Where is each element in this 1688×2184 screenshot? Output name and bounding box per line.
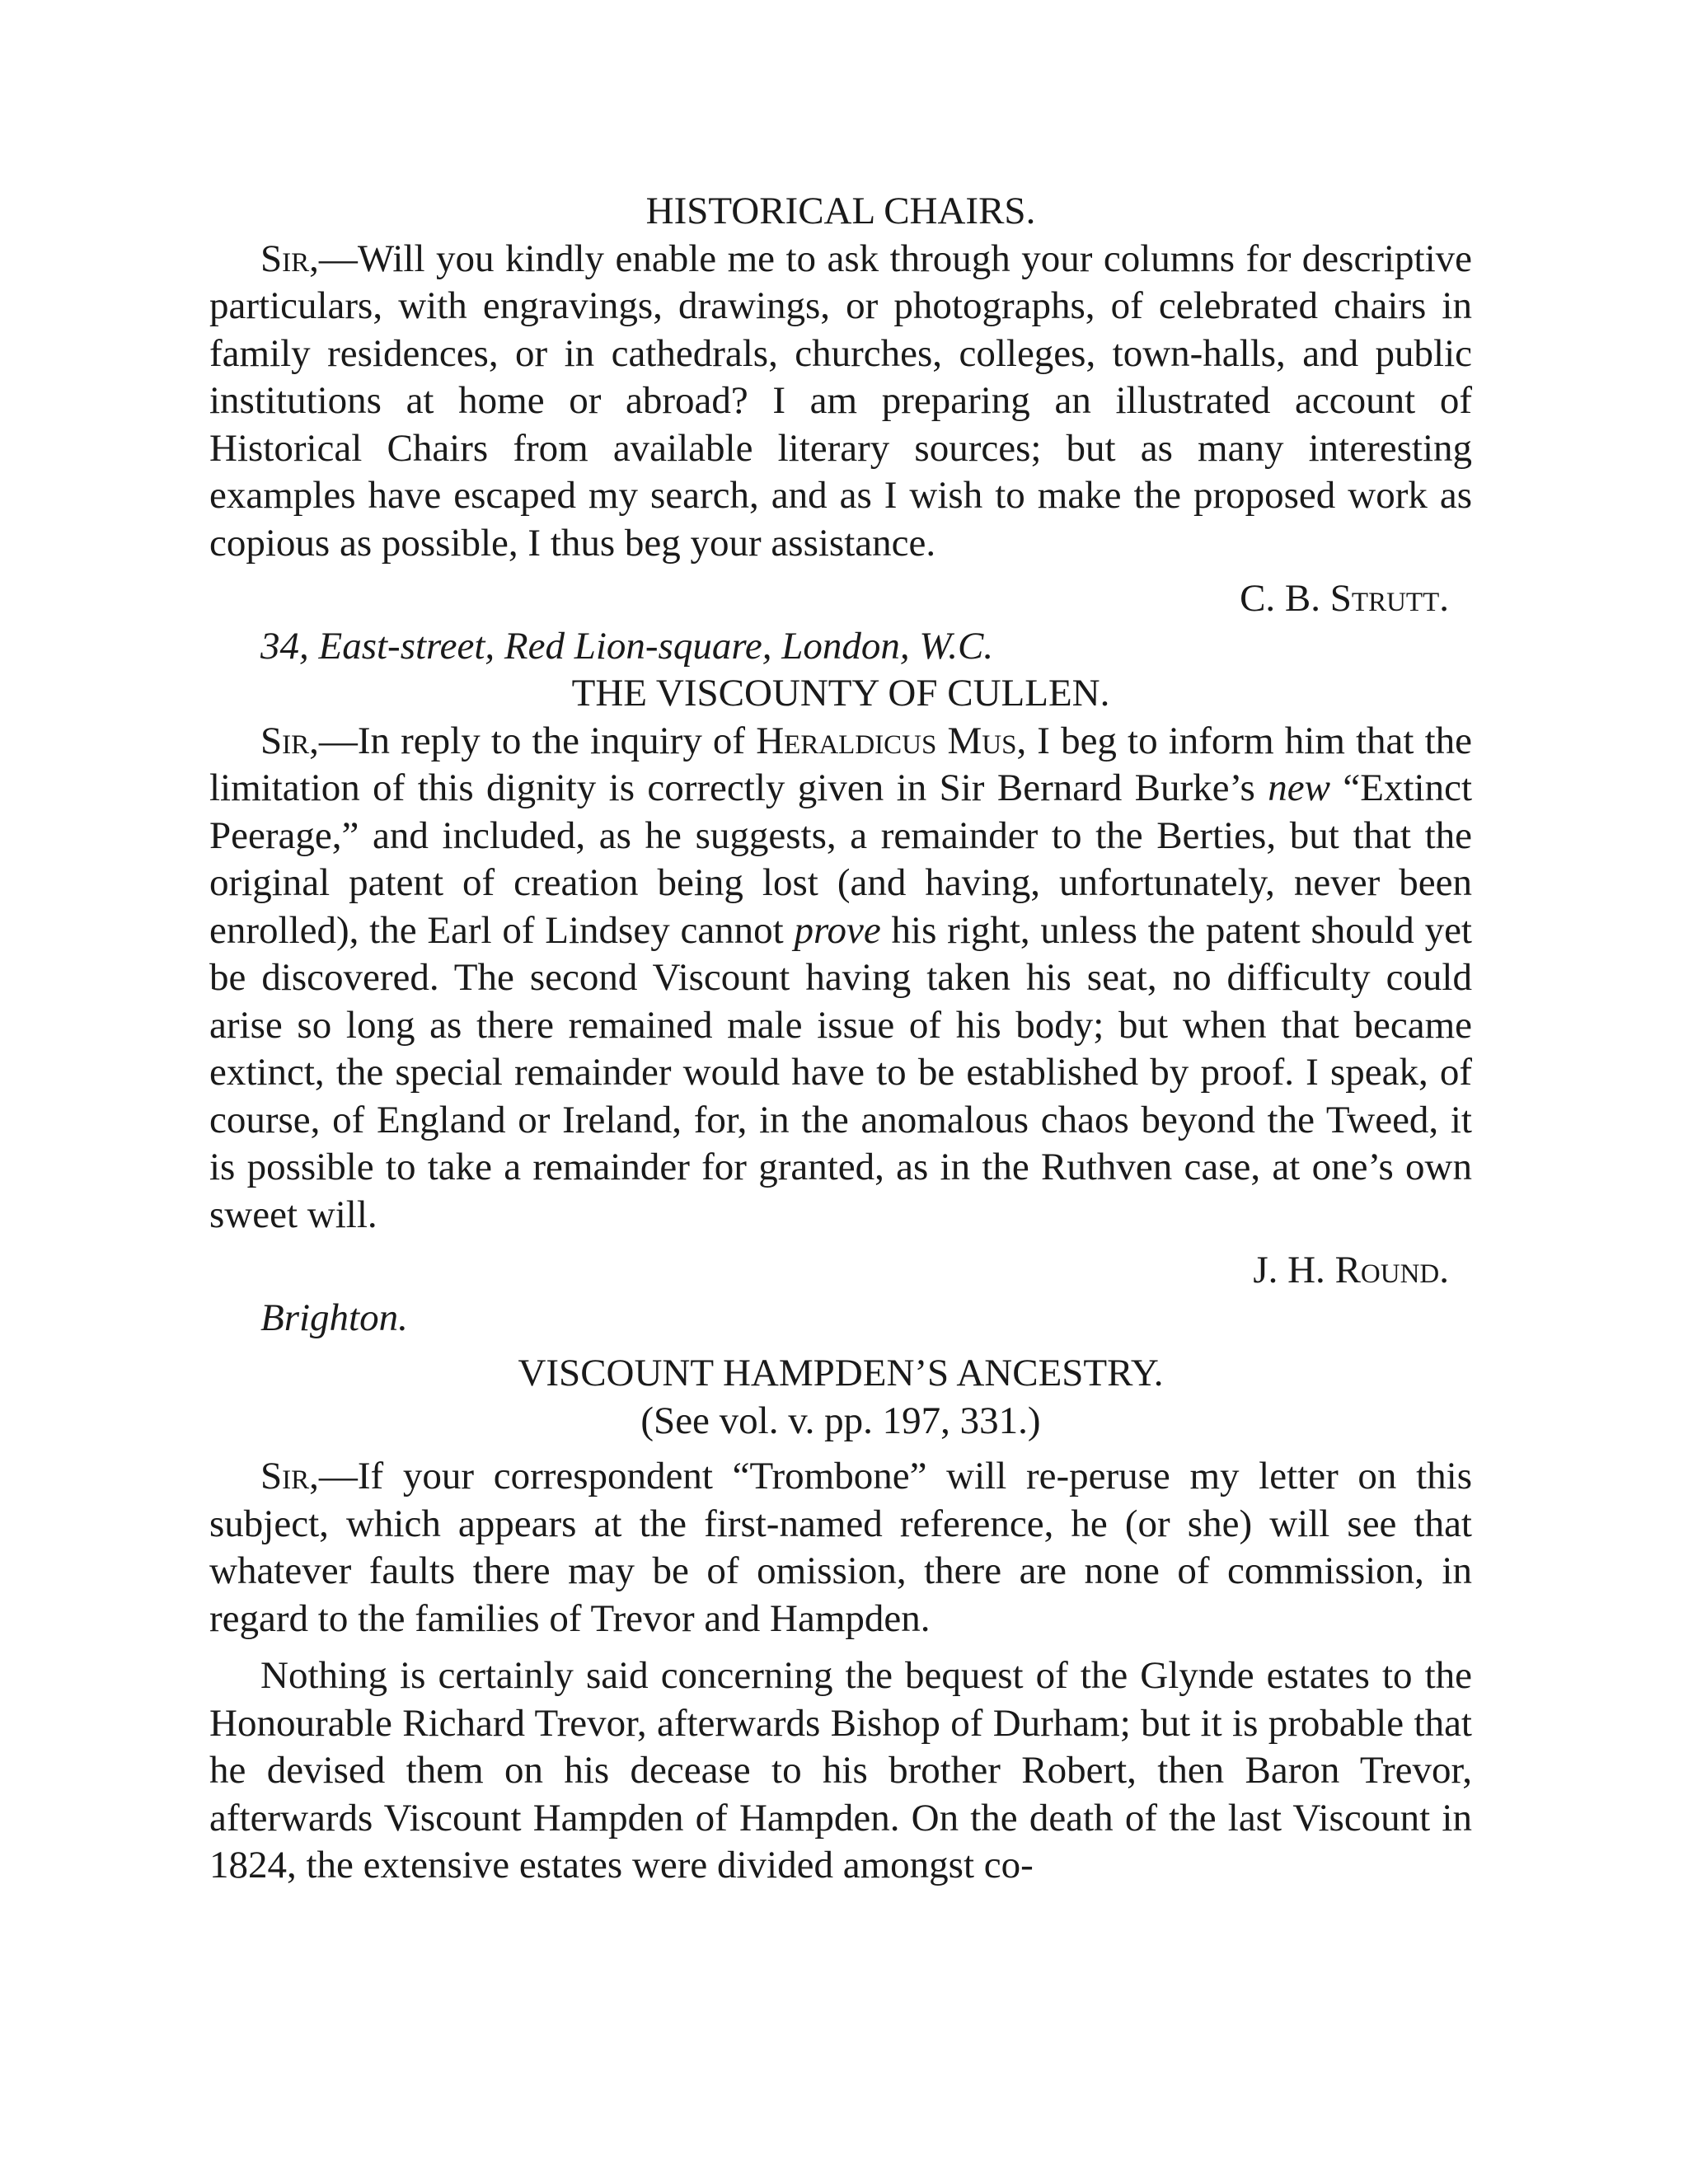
body-text: his right, unless the patent should yet be discovered. The second Viscount having taken his seat, no difficulty could arise so long as there remained male issue of his body; but when that became extinct, the special remainder would have to be established by proof. I speak, of course, of England or Ireland, for, in the anomalous chaos beyond the Tweed, it is possible to take a remainder for granted, as in the Ruthven case, at one’s own sweet will.: [209, 908, 1472, 1236]
correspondent-name: Heraldicus Mus: [756, 719, 1017, 762]
signature-initials: J. H.: [1253, 1249, 1335, 1291]
body-text: , I beg to inform him that the limitation of this dignity is correctly given in Sir Bernard Burke’s: [209, 719, 1473, 809]
document-page: [209, 188, 1472, 1890]
salutation: Sir,: [260, 1455, 319, 1497]
emphasis-text: new: [1268, 766, 1330, 809]
salutation: Sir,: [260, 719, 319, 762]
signature-initials: C. B.: [1240, 577, 1330, 620]
letter-body-viscount-hampden-continued: Nothing is certainly said concerning the bequest of the Glynde estates to the Honourable Richard Trevor, afterwards Bishop of Durham; but it is probable that he devised them on his decease to his brother Robert, then Baron Trevor, afterwards Viscount Hampden of Hampden. On the death of the last Viscount in 1824, the extensive estates were divided amongst co-: [209, 1654, 1472, 1886]
letter-body-historical-chairs: [209, 236, 1472, 568]
salutation: Sir,: [260, 237, 319, 280]
address-round: Brighton.: [260, 1296, 408, 1339]
signature-surname: Strutt.: [1329, 577, 1449, 620]
signature-strutt: [209, 575, 1449, 623]
body-text: —In reply to the inquiry of: [318, 719, 757, 762]
address-strutt: 34, East-street, Red Lion-square, London, W.C.: [260, 624, 994, 668]
article-heading-viscount-hampden: VISCOUNT HAMPDEN’S ANCESTRY.: [518, 1352, 1164, 1394]
letter-body-viscounty-of-cullen: [209, 718, 1472, 1240]
body-text: —If your correspondent “Trombone” will re-peruse my letter on this subject, which appears at the first-named reference, he (or she) will see that whatever faults there may be of omission, there are none of commission, in regard to the families of Trevor and Hampden.: [209, 1455, 1472, 1640]
body-text: —Will you kindly enable me to ask through your columns for descriptive particulars, with engravings, drawings, or photographs, of celebrated chairs in family residences, or in cathedrals, churches, colleges, town-halls, and public institutions at home or abroad? I am preparing an illustrated account of Historical Chairs from available literary sources; but as many interesting examples have escaped my search, and as I wish to make the proposed work as copious as possible, I thus beg your assistance.: [209, 237, 1472, 565]
article-heading-viscounty-of-cullen: THE VISCOUNTY OF CULLEN.: [571, 672, 1110, 715]
article-subheading-reference: (See vol. v. pp. 197, 331.): [640, 1399, 1041, 1442]
emphasis-text: prove: [794, 908, 881, 952]
body-text: “Extinct Peerage,” and included, as he suggests, a remainder to the Berties, but that the original patent of creation being lost (and having, unfortunately, never been enrolled), the Earl of Lindsey cannot: [209, 766, 1472, 952]
signature-surname: Round.: [1334, 1249, 1449, 1291]
article-heading-historical-chairs: HISTORICAL CHAIRS.: [645, 190, 1036, 232]
letter-body-viscount-hampden: [209, 1453, 1472, 1643]
signature-round: [209, 1247, 1449, 1295]
